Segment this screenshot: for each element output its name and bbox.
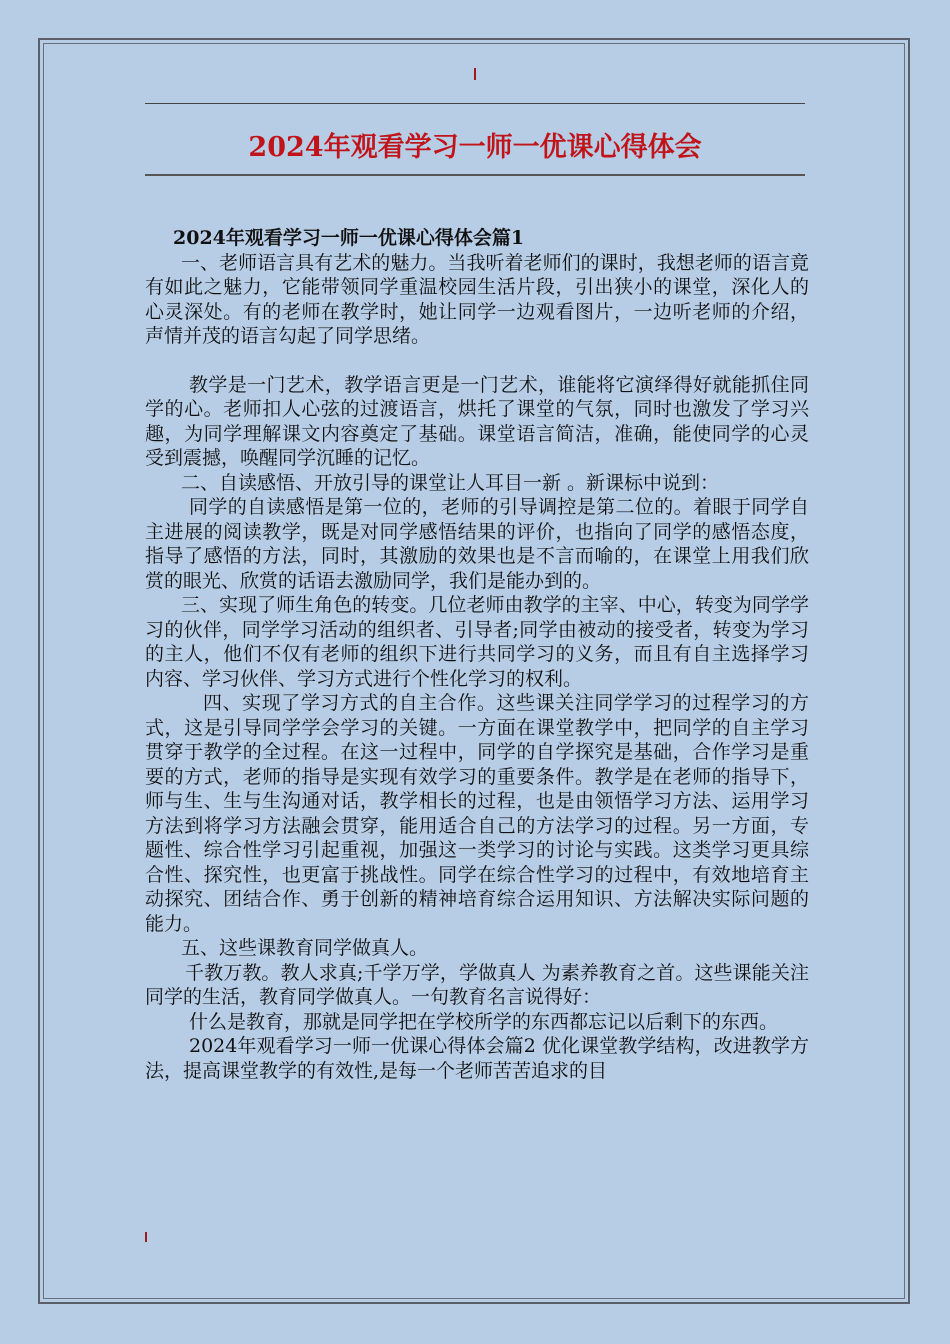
footer-mark [145,1232,147,1242]
header-rule [145,103,805,104]
paragraph: 一、老师语言具有艺术的魅力。当我听着老师们的课时，我想老师的语言竟有如此之魅力，它能带领同学重温校园生活片段，引出狭小的课堂，深化人的心灵深处。有的老师在教学时，她让同学一边观看图片，一边听老师的介绍，声情并茂的语言勾起了同学思绪。 [145,251,809,347]
paragraph: 什么是教育，那就是同学把在学校所学的东西都忘记以后剩下的东西。 [189,1010,779,1033]
paragraph: 同学的自读感悟是第一位的，老师的引导调控是第二位的。着眼于同学自主进展的阅读教学，既是对同学感悟结果的评价，也指向了同学的感悟态度，指导了感悟的方法，同时，其激励的效果也是不言而喻的，在课堂上用我们欣赏的眼光、欣赏的话语去激励同学，我们是能办到的。 [145,496,809,592]
blank-line [145,349,809,373]
paragraph: 四、实现了学习方式的自主合作。这些课关注同学学习的过程学习的方式，这是引导同学学会学习的关键。一方面在课堂教学中，把同学的自主学习贯穿于教学的全过程。在这一过程中，同学的自学探究是基础，合作学习是重要的方式，老师的指导是实现有效学习的重要条件。教学是在老师的指导下，师与生、生与生沟通对话，教学相长的过程，也是由领悟学习方法、运用学习方法到将学习方法融会贯穿，能用适合自己的方法学习的过程。另一方面，专题性、综合性学习引起重视，加强这一类学习的讨论与实践。这类学习更具综合性、探究性，也更富于挑战性。同学在综合性学习的过程中，有效地培育主动探究、团结合作、勇于创新的精神培育综合运用知识、方法解决实际问题的能力。 [145,692,809,935]
paragraph: 教学是一门艺术，教学语言更是一门艺术，谁能将它演绎得好就能抓住同学的心。老师扣人心弦的过渡语言，烘托了课堂的气氛，同时也激发了学习兴趣，为同学理解课文内容奠定了基础。课堂语言简洁，准确，能使同学的心灵受到震撼，唤醒同学沉睡的记忆。 [145,373,809,469]
paragraph: 五、这些课教育同学做真人。 [181,937,429,959]
document-body [145,226,809,1083]
section-heading-1: 2024年观看学习一师一优课心得体会篇1 [173,227,525,249]
title-rule [145,174,805,176]
paragraph: 三、实现了师生角色的转变。几位老师由教学的主宰、中心，转变为同学学习的伙伴，同学学习活动的组织者、引导者;同学由被动的接受者，转变为学习的主人，他们不仅有老师的组织下进行共同学习的义务，而且有自主选择学习内容、学习伙伴、学习方式进行个性化学习的权利。 [145,594,809,690]
document-title: 2024年观看学习一师一优课心得体会 [248,132,702,163]
paragraph: 千教万教。教人求真;千学万学，学做真人 为素养教育之首。这些课能关注同学的生活，教育同学做真人。一句教育名言说得好： [145,961,809,1008]
paragraph: 2024年观看学习一师一优课心得体会篇2 优化课堂教学结构，改进教学方法，提高课堂教学的有效性,是每一个老师苦苦追求的目 [145,1035,809,1082]
paragraph: 二、自读感悟、开放引导的课堂让人耳目一新 。新课标中说到： [181,471,720,494]
header-mark [474,68,476,80]
